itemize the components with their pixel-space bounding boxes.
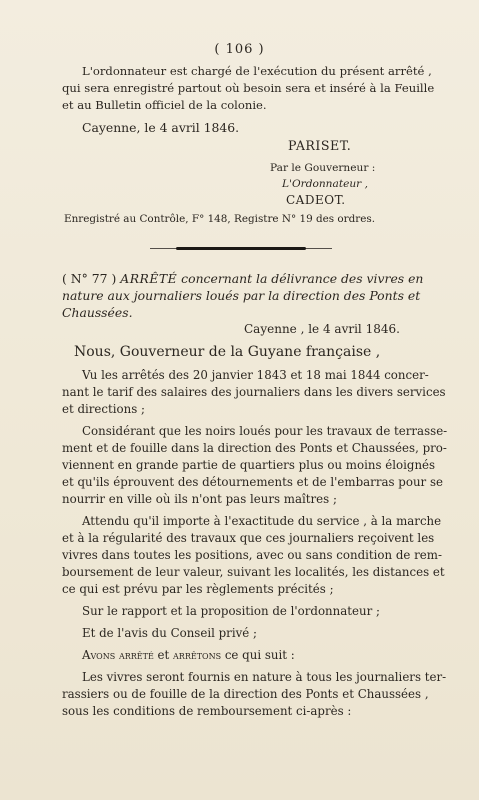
p2-line-5: nourrir en ville où ils n'ont pas leurs maîtres ; <box>62 492 337 506</box>
p6 <box>82 648 295 662</box>
p3-line-2: et à la régularité des travaux que ces journaliers reçoivent les <box>62 531 435 545</box>
section-divider <box>176 247 306 250</box>
p6-lead: Avons <box>82 648 116 662</box>
arrete-title-line-1: concernant la délivrance des vivres en <box>181 271 424 286</box>
p7-line-3: sous les conditions de remboursement ci-après : <box>62 704 352 718</box>
p2-line-1: Considérant que les noirs loués pour les travaux de terrasse- <box>82 424 448 438</box>
p4: Sur le rapport et la proposition de l'ordonnateur ; <box>82 604 380 618</box>
p6-word-arrete: arrêté <box>118 648 154 662</box>
p2-line-2: ment et de fouille dans la direction des Ponts et Chaussées, pro- <box>62 441 447 455</box>
ordonnateur-title: L'Ordonnateur , <box>282 178 368 190</box>
page-number: ( 106 ) <box>214 42 265 57</box>
p3-line-3: vivres dans toutes les positions, avec ou sans condition de rem- <box>62 548 442 562</box>
p6-end: ce qui suit : <box>224 648 295 662</box>
arrete-number: ( N° 77 ) <box>62 271 117 286</box>
p7-line-1: Les vivres seront fournis en nature à tous les journaliers ter- <box>82 670 447 684</box>
signature-governor: PARISET. <box>288 138 352 153</box>
p3-line-5: ce qui est prévu par les règlements précités ; <box>62 582 334 596</box>
p1-line-2: nant le tarif des salaires des journaliers dans les divers services <box>62 385 446 399</box>
by-governor-line: Par le Gouverneur : <box>270 162 376 174</box>
closing-paragraph-line-2: qui sera enregistré partout où besoin sera et inséré à la Feuille <box>62 81 435 95</box>
arrete-title <box>62 270 448 287</box>
arrete-title-line-3: Chaussées. <box>62 305 133 320</box>
p7-line-2: rassiers ou de fouille de la direction des Ponts et Chaussées , <box>62 687 429 701</box>
p1-line-1: Vu les arrêtés des 20 janvier 1843 et 18 mai 1844 concer- <box>82 368 429 382</box>
arrete-title-word: ARRÊTÉ <box>120 271 178 286</box>
registration-line: Enregistré au Contrôle, F° 148, Registre N° 19 des ordres. <box>64 213 376 225</box>
signature-ordonnateur: CADEOT. <box>286 193 346 207</box>
closing-paragraph-line-1: L'ordonnateur est chargé de l'exécution du présent arrêté , <box>82 64 432 78</box>
p3-line-1: Attendu qu'il importe à l'exactitude du service , à la marche <box>82 514 442 528</box>
p6-mid: et <box>157 648 170 662</box>
p3-line-4: boursement de leur valeur, suivant les localités, les distances et <box>62 565 445 579</box>
arrete-title-line-2: nature aux journaliers loués par la direction des Ponts et <box>62 288 421 303</box>
p2-line-4: et qu'ils éprouvent des détournements et de l'embarras pour se <box>62 475 443 489</box>
p2-line-3: viennent en grande partie de quartiers plus ou moins éloignés <box>62 458 436 472</box>
p1-line-3: et directions ; <box>62 402 146 416</box>
preamble: Nous, Gouverneur de la Guyane française , <box>74 344 381 360</box>
arrete-place-date: Cayenne , le 4 avril 1846. <box>244 322 400 336</box>
place-date-top: Cayenne, le 4 avril 1846. <box>82 120 240 135</box>
closing-paragraph-line-3: et au Bulletin officiel de la colonie. <box>62 98 267 112</box>
p6-word-arretons: arrêtons <box>173 648 222 662</box>
p5: Et de l'avis du Conseil privé ; <box>82 626 257 640</box>
